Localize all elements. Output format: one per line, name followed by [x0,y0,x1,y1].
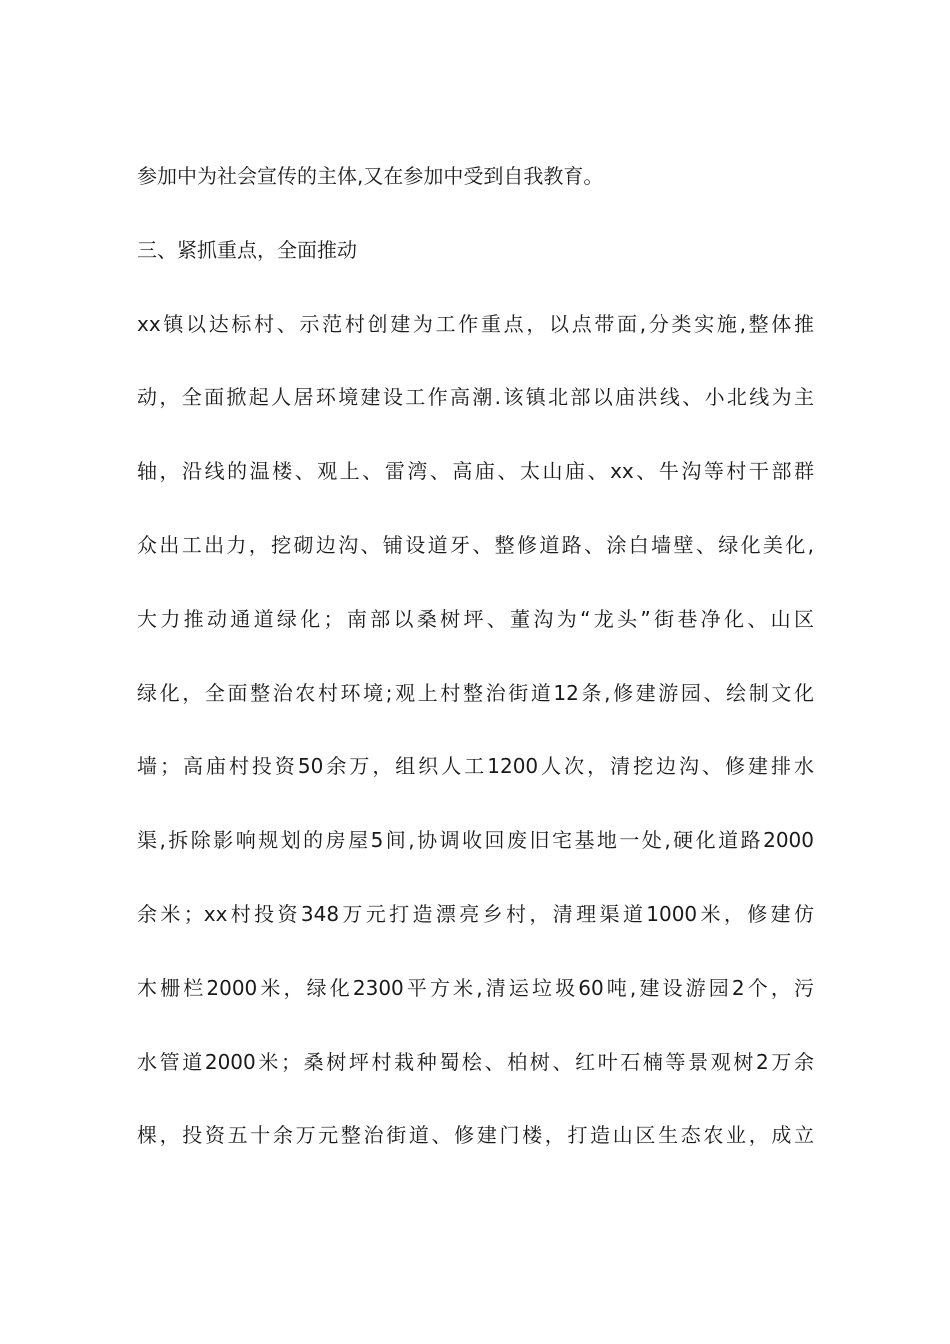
paragraph-line: 大力推动通道绿化；南部以桑树坪、董沟为“龙头”街巷净化、山区 [137,606,814,631]
paragraph-line: 众出工出力，挖砌边沟、铺设道牙、整修道路、涂白墙壁、绿化美化, [137,532,814,557]
paragraph-line: 墙；高庙村投资50余万，组织人工1200人次，清挖边沟、修建排水 [137,754,814,779]
paragraph-line: 水管道2000米；桑树坪村栽种蜀桧、柏树、红叶石楠等景观树2万余 [137,1049,814,1074]
paragraph-line: 轴，沿线的温楼、观上、雷湾、高庙、太山庙、xx、牛沟等村干部群 [137,459,814,484]
paragraph-line: 参加中为社会宣传的主体,又在参加中受到自我教育。 [137,164,604,188]
paragraph-line: 绿化，全面整治农村环境;观上村整治街道12条,修建游园、绘制文化 [137,680,814,705]
paragraph-line: 动，全面掀起人居环境建设工作高潮.该镇北部以庙洪线、小北线为主 [137,385,814,410]
paragraph-line: 木栅栏2000米，绿化2300平方米,清运垃圾60吨,建设游园2个，污 [137,975,814,1000]
paragraph-line: 余米；xx村投资348万元打造漂亮乡村，清理渠道1000米，修建仿 [137,901,814,926]
paragraph-line: 棵，投资五十余万元整治街道、修建门楼，打造山区生态农业，成立 [137,1123,814,1148]
paragraph-line: 渠,拆除影响规划的房屋5间,协调收回废旧宅基地一处,硬化道路2000 [137,828,814,853]
section-heading: 三、紧抓重点，全面推动 [137,237,357,262]
document-body [137,140,814,1173]
paragraph-line: xx镇以达标村、示范村创建为工作重点，以点带面,分类实施,整体推 [137,311,814,336]
